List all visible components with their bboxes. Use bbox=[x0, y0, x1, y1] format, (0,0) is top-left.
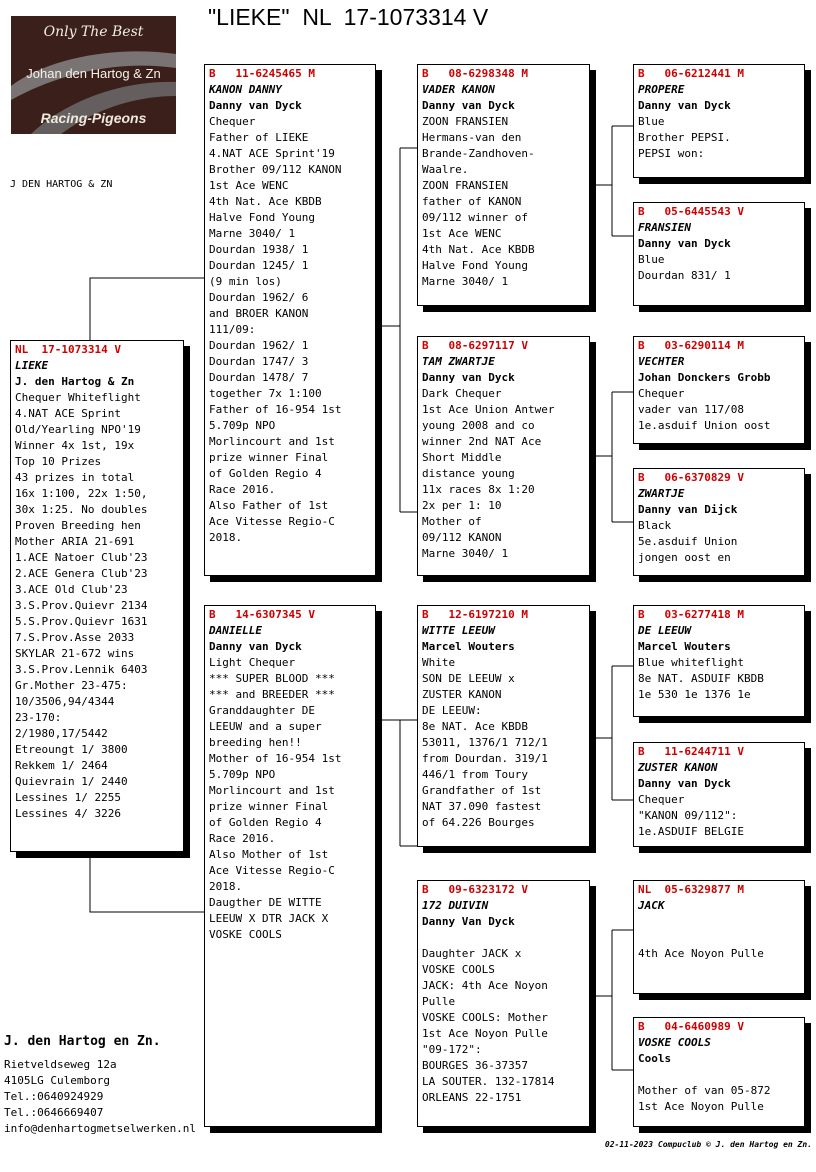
pigeon-breeder: Danny van Dyck bbox=[638, 777, 731, 790]
pigeon-card-dss bbox=[633, 605, 805, 717]
pigeon-breeder: Cools bbox=[638, 1052, 672, 1065]
pigeon-details: Blue Dourdan 831/ 1 bbox=[638, 253, 731, 282]
pigeon-breeder: J. den Hartog & Zn bbox=[15, 375, 135, 388]
pigeon-details: Chequer Father of LIEKE 4.NAT ACE Sprint'19 Brother 09/112 KANON 1st Ace WENC 4th Nat. Ace KBDB Halve Fond Young Marne 3040/ 1 Dourdan 1938/ 1 Dourdan 1245/ 1 (9 min los) Dourdan 1962/ 6 and BROER KANON 111/09: Dourdan 1962/ 1 Dourdan 1747/ 3 Dourdan 1478/ 7 together 7x 1:100 Father of 16-954 1st 5.709p NPO Morlincourt and 1st prize winner Final of Golden Regio 4 Race 2016. Also Father of 1st Ace Vitesse Regio-C 2018. bbox=[209, 115, 342, 544]
pigeon-name: PROPERE bbox=[638, 83, 685, 96]
pigeon-name: ZUSTER KANON bbox=[638, 761, 718, 774]
ring-number: NL 05-6329877 M bbox=[638, 883, 744, 896]
pigeon-card-dam bbox=[204, 605, 376, 1127]
breeder-logo bbox=[11, 16, 176, 134]
ring-number: B 09-6323172 V bbox=[422, 883, 528, 896]
pigeon-breeder: Danny van Dyck bbox=[638, 237, 731, 250]
pigeon-name: VOSKE COOLS bbox=[638, 1036, 711, 1049]
pigeon-name: VECHTER bbox=[638, 355, 685, 368]
pigeon-name: KANON DANNY bbox=[209, 83, 282, 96]
ring-number: B 03-6290114 M bbox=[638, 339, 744, 352]
pigeon-card-dam-dam bbox=[417, 880, 590, 1127]
pigeon-card-dds bbox=[633, 880, 805, 994]
pigeon-card-ssd bbox=[633, 202, 805, 306]
pigeon-card-dam-sire bbox=[417, 605, 590, 847]
pigeon-details: Blue Brother PEPSI. PEPSI won: bbox=[638, 115, 731, 160]
pigeon-details: White SON DE LEEUW x ZUSTER KANON DE LEEUW: 8e NAT. Ace KBDB 53011, 1376/1 712/1 from Dourdan. 319/1 446/1 from Toury Grandfather of 1st NAT 37.090 fastest of 64.226 Bourges bbox=[422, 656, 548, 829]
ring-number: B 05-6445543 V bbox=[638, 205, 744, 218]
pigeon-name: ZWARTJE bbox=[638, 487, 685, 500]
pigeon-details: Chequer Whiteflight 4.NAT ACE Sprint Old/Yearling NPO'19 Winner 4x 1st, 19x Top 10 Prizes 43 prizes in total 16x 1:100, 22x 1:50, 30x 1:25. No doubles Proven Breeding hen Mother ARIA 21-691 1.ACE Natoer Club'23 2.ACE Genera Club'23 3.ACE Old Club'23 3.S.Prov.Quievr 2134 5.S.Prov.Quievr 1631 7.S.Prov.Asse 2033 SKYLAR 21-672 wins 3.S.Prov.Lennik 6403 Gr.Mother 23-475: 10/3506,94/4344 23-170: 2/1980,17/5442 Etreoungt 1/ 3800 Rekkem 1/ 2464 Quievrain 1/ 2440 Lessines 1/ 2255 Lessines 4/ 3226 bbox=[15, 391, 148, 820]
page-title: "LIEKE" NL 17-1073314 V bbox=[208, 4, 489, 30]
pigeon-breeder: Danny van Dyck bbox=[422, 371, 515, 384]
pigeon-breeder: Danny van Dyck bbox=[209, 640, 302, 653]
pigeon-details: Dark Chequer 1st Ace Union Antwer young 2008 and co winner 2nd NAT Ace Short Middle distance young 11x races 8x 1:20 2x per 1: 10 Mother of 09/112 KANON Marne 3040/ 1 bbox=[422, 387, 555, 560]
ring-number: B 04-6460989 V bbox=[638, 1020, 744, 1033]
address-line: Rietveldseweg 12a bbox=[4, 1058, 117, 1071]
pigeon-breeder: Marcel Wouters bbox=[638, 640, 731, 653]
ring-number: B 06-6370829 V bbox=[638, 471, 744, 484]
ring-number: B 14-6307345 V bbox=[209, 608, 315, 621]
pigeon-details: Light Chequer *** SUPER BLOOD *** *** and BREEDER *** Granddaughter DE LEEUW and a super breeding hen!! Mother of 16-954 1st 5.709p NPO Morlincourt and 1st prize winner Final of Golden Regio 4 Race 2016. Also Mother of 1st Ace Vitesse Regio-C 2018. Daugther DE WITTE LEEUW X DTR JACK X VOSKE COOLS bbox=[209, 656, 342, 941]
ring-number: B 12-6197210 M bbox=[422, 608, 528, 621]
pigeon-breeder: Danny van Dyck bbox=[422, 99, 515, 112]
pigeon-name: DANIELLE bbox=[209, 624, 262, 637]
logo-name: Johan den Hartog & Zn bbox=[26, 66, 161, 81]
phone-1: Tel.:0640924929 bbox=[4, 1090, 104, 1103]
pigeon-card-ddd bbox=[633, 1017, 805, 1127]
pigeon-name: WITTE LEEUW bbox=[422, 624, 495, 637]
logo-tagline: Racing-Pigeons bbox=[40, 110, 147, 126]
print-stamp: 02-11-2023 Compuclub © J. den Hartog en Zn. bbox=[604, 1140, 812, 1149]
ring-number: B 11-6245465 M bbox=[209, 67, 315, 80]
ring-number: NL 17-1073314 V bbox=[15, 343, 121, 356]
pigeon-card-sire-sire bbox=[417, 64, 590, 306]
pigeon-details: Daughter JACK x VOSKE COOLS JACK: 4th Ace Noyon Pulle VOSKE COOLS: Mother 1st Ace Noyon Pulle "09-172": BOURGES 36-37357 LA SOUTER. 132-17814 ORLEANS 22-1751 bbox=[422, 947, 555, 1104]
pigeon-breeder: Johan Donckers Grobb bbox=[638, 371, 771, 384]
breeder-contact bbox=[4, 1034, 196, 1137]
pigeon-breeder: Danny Van Dyck bbox=[422, 915, 515, 928]
city-line: 4105LG Culemborg bbox=[4, 1074, 110, 1087]
logo-slogan: Only The Best bbox=[43, 24, 144, 40]
pigeon-breeder: Marcel Wouters bbox=[422, 640, 515, 653]
pigeon-card-dsd bbox=[633, 742, 805, 847]
ring-number: B 03-6277418 M bbox=[638, 608, 744, 621]
pigeon-details: 4th Ace Noyon Pulle bbox=[638, 947, 764, 960]
pigeon-name: LIEKE bbox=[15, 359, 49, 372]
pigeon-details: ZOON FRANSIEN Hermans-van den Brande-Zandhoven- Waalre. ZOON FRANSIEN father of KANON 09/112 winner of 1st Ace WENC 4th Nat. Ace KBDB Halve Fond Young Marne 3040/ 1 bbox=[422, 115, 535, 288]
breeder-short-name: J DEN HARTOG & ZN bbox=[10, 179, 113, 190]
ring-number: B 11-6244711 V bbox=[638, 745, 744, 758]
pigeon-name: VADER KANON bbox=[422, 83, 495, 96]
ring-number: B 08-6297117 V bbox=[422, 339, 528, 352]
pigeon-name: DE LEEUW bbox=[638, 624, 691, 637]
pigeon-name: FRANSIEN bbox=[638, 221, 691, 234]
pigeon-name: TAM ZWARTJE bbox=[422, 355, 495, 368]
pigeon-details: Chequer "KANON 09/112": 1e.ASDUIF BELGIE bbox=[638, 793, 744, 838]
pigeon-details: Chequer vader van 117/08 1e.asduif Union oost bbox=[638, 387, 771, 432]
pigeon-breeder: Danny van Dyck bbox=[638, 99, 731, 112]
pigeon-details: Mother of van 05-872 1st Ace Noyon Pulle bbox=[638, 1084, 771, 1113]
pigeon-name: JACK bbox=[638, 899, 665, 912]
pigeon-card-sdd bbox=[633, 468, 805, 576]
pigeon-card-sire bbox=[204, 64, 376, 576]
pigeon-card-sss bbox=[633, 64, 805, 178]
breeder-name: J. den Hartog en Zn. bbox=[4, 1034, 161, 1049]
phone-2: Tel.:0646669407 bbox=[4, 1106, 104, 1119]
pigeon-card-subject bbox=[10, 340, 184, 852]
email-link[interactable]: info@denhartogmetselwerken.nl bbox=[4, 1122, 197, 1135]
ring-number: B 06-6212441 M bbox=[638, 67, 744, 80]
pigeon-card-sire-dam bbox=[417, 336, 590, 576]
pigeon-details: Blue whiteflight 8e NAT. ASDUIF KBDB 1e 530 1e 1376 1e bbox=[638, 656, 764, 701]
pigeon-name: 172 DUIVIN bbox=[422, 899, 489, 912]
pigeon-breeder: Danny van Dyck bbox=[209, 99, 302, 112]
pigeon-card-sds bbox=[633, 336, 805, 444]
ring-number: B 08-6298348 M bbox=[422, 67, 528, 80]
pigeon-breeder: Danny van Dijck bbox=[638, 503, 738, 516]
pigeon-details: Black 5e.asduif Union jongen oost en bbox=[638, 519, 738, 564]
